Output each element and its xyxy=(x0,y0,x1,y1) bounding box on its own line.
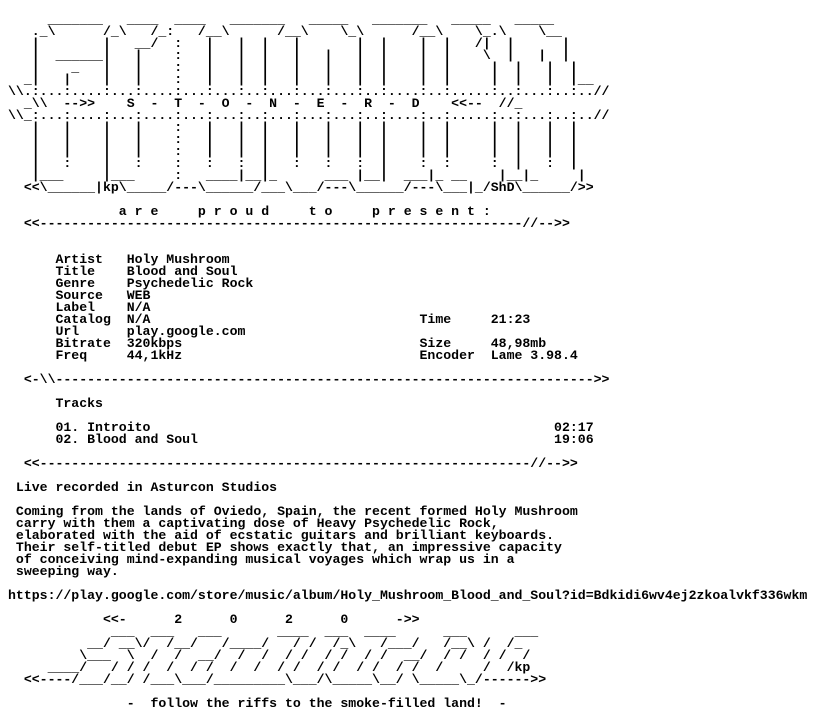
logo-art-line: ___ ___ ___ ____ ___ ____ ___ ___ xyxy=(8,624,539,639)
info-line: Title Blood and Soul xyxy=(8,264,238,279)
banner-art-line: | | __/ : | | | | | | | | /| | | xyxy=(8,36,570,51)
tracks-heading: Tracks xyxy=(8,396,103,411)
banner-art-line: |___ |___ : ____|__|_ ___ |__| ___|_ __ |__|_ | xyxy=(8,168,586,183)
description-line: Their self-titled debut EP shows exactly that, an impressive capacity xyxy=(8,540,562,555)
logo-art-line: \___ \ / / __/ / / / / / / / / __/ / / / / / xyxy=(8,648,531,663)
description-line: sweeping way. xyxy=(8,564,119,579)
banner-art-line: | | | | : | | | | | | | | | | | | | xyxy=(8,144,578,159)
banner-art-line: | _ | | : | | | | | | | | | | | | | xyxy=(8,60,578,75)
description-line: of conceiving mind-expanding musical voyages which wrap us in a xyxy=(8,552,515,567)
banner-art-line: | : | : : : : | : : : | : : : | : | xyxy=(8,156,578,171)
banner-art-line: ._\ /_\ /_: /__\ /__\ \_\ /__\ \_.\ \__ xyxy=(8,24,562,39)
info-url-line: Url play.google.com xyxy=(8,324,246,339)
info-line: Label N/A xyxy=(8,300,151,315)
banner-art-line: | ______| | : | | | | | | | | | \ | | | xyxy=(8,48,570,63)
description-line: Coming from the lands of Oviedo, Spain, the recent formed Holy Mushroom xyxy=(8,504,578,519)
nfo-text xyxy=(8,14,807,710)
banner-art-line: | | | | : | | | | | | | | | | | | | xyxy=(8,132,578,147)
divider: <<--------------------------------------------------------------//-->> xyxy=(8,456,578,471)
divider: <-\\-------------------------------------------------------------------->> xyxy=(8,372,610,387)
description-line: elaborated with the aid of ecstatic guitars and brilliant keyboards. xyxy=(8,528,555,543)
banner-art-line: \\_:...:....:...:....:...:...:..:...:...:...:..:....:..:.....:..:...:..:..// xyxy=(8,108,610,123)
banner-art-line: _______ ____ ____ _______ _____ _______ _____ _____ xyxy=(8,12,555,27)
logo-art-line: __/ __\/ /__/ /____/ / / /_\ /___/ /__\ / /_ xyxy=(8,636,523,651)
banner-art-line: \\.:...:....:...:....:...:...:..:...:...:...:..:....:..:.....:..:...:..:..// xyxy=(8,84,610,99)
info-line: Source WEB xyxy=(8,288,151,303)
banner-art-line: _| | | | : | | | | | | | | | | | | |__ xyxy=(8,72,594,87)
info-line: Artist Holy Mushroom xyxy=(8,252,230,267)
banner-art-line: | | | | : | | | | | | | | | | | | | xyxy=(8,120,578,135)
info-line: Genre Psychedelic Rock xyxy=(8,276,254,291)
album-link[interactable]: https://play.google.com/store/music/album/Holy_Mushroom_Blood_and_Soul?id=Bdkidi6wv4ej2zkoalvkf336wkm xyxy=(8,588,808,603)
divider: <<-------------------------------------------------------------//-->> xyxy=(8,216,570,231)
description-line: carry with them a captivating dose of Heavy Psychedelic Rock, xyxy=(8,516,499,531)
banner-art-line: <<\______|kp\_____/---\______/___\___/---\______/---\___|_/ShD\______/>> xyxy=(8,180,594,195)
year-banner: <<- 2 0 2 0 ->> xyxy=(8,612,420,627)
info-line: Freq 44,1kHz Encoder Lame 3.98.4 xyxy=(8,348,578,363)
tagline: - follow the riffs to the smoke-filled land! - xyxy=(8,696,507,711)
logo-art-line: <<----/___/__/ /___\___/_________\___/\_____\__/ \_____\_/------>> xyxy=(8,672,547,687)
track-row: 02. Blood and Soul 19:06 xyxy=(8,432,594,447)
presents-line: a r e p r o u d t o p r e s e n t : xyxy=(8,204,491,219)
logo-art-line: ____/ / / / / / / / / / / / / / / / / / / /kp xyxy=(8,660,531,675)
live-note: Live recorded in Asturcon Studios xyxy=(8,480,278,495)
track-row: 01. Introito 02:17 xyxy=(8,420,594,435)
banner-title-line: _\\ -->> S - T - O - N - E - R - D <<-- //_ xyxy=(8,96,523,111)
info-line: Catalog N/A Time 21:23 xyxy=(8,312,531,327)
info-line: Bitrate 320kbps Size 48,98mb xyxy=(8,336,547,351)
